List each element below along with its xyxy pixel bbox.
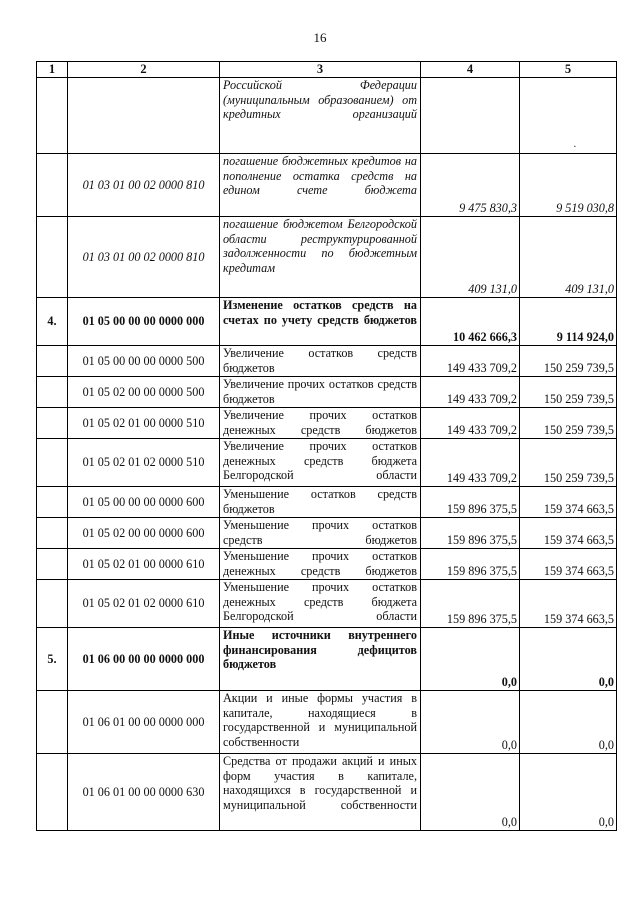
- row-code: 01 03 01 00 02 0000 810: [68, 154, 220, 217]
- row-number: [37, 217, 68, 298]
- header-col-2: 2: [68, 62, 220, 78]
- row-name: погашение бюджетом Белгородской области реструктурированной задолженности по бюджетным кредитам: [220, 217, 421, 298]
- row-name: Российской Федерации (муниципальным образованием) от кредитных организаций: [220, 78, 421, 154]
- tick-mark: ·: [573, 142, 576, 153]
- row-number: [37, 346, 68, 377]
- row-value-col5: 159 374 663,5: [520, 580, 617, 628]
- table-row: [37, 154, 617, 217]
- row-value-col5: 150 259 739,5: [520, 439, 617, 487]
- header-col-5: 5: [520, 62, 617, 78]
- row-code: 01 05 02 01 02 0000 510: [68, 439, 220, 487]
- row-name: Акции и иные формы участия в капитале, находящиеся в государственной и муниципальной собственности: [220, 691, 421, 754]
- row-number: [37, 439, 68, 487]
- row-name: Уменьшение прочих остатков денежных средств бюджетов: [220, 549, 421, 580]
- row-value-col5: 159 374 663,5: [520, 518, 617, 549]
- row-name: Уменьшение прочих остатков денежных средств бюджета Белгородской области: [220, 580, 421, 628]
- table-row: [37, 691, 617, 754]
- table-row: [37, 487, 617, 518]
- row-value-col4: 10 462 666,3: [421, 298, 520, 346]
- row-value-col4: 159 896 375,5: [421, 487, 520, 518]
- row-value-col5: 0,0: [520, 691, 617, 754]
- row-number: 4.: [37, 298, 68, 346]
- row-value-col4: [421, 78, 520, 154]
- row-value-col5: 159 374 663,5: [520, 487, 617, 518]
- header-row: [37, 62, 617, 78]
- row-value-col4: 9 475 830,3: [421, 154, 520, 217]
- row-value-col5: 150 259 739,5: [520, 377, 617, 408]
- row-name: Увеличение прочих остатков средств бюджетов: [220, 377, 421, 408]
- page-number: 16: [313, 30, 327, 45]
- row-code: 01 05 02 01 02 0000 610: [68, 580, 220, 628]
- sources-table: [36, 61, 617, 831]
- row-number: [37, 408, 68, 439]
- row-code: 01 03 01 00 02 0000 810: [68, 217, 220, 298]
- row-number: [37, 487, 68, 518]
- table-row: [37, 298, 617, 346]
- row-number: 5.: [37, 628, 68, 691]
- row-value-col4: 149 433 709,2: [421, 346, 520, 377]
- row-value-col4: 149 433 709,2: [421, 408, 520, 439]
- table-body: [37, 78, 617, 831]
- header-col-4: 4: [421, 62, 520, 78]
- row-value-col5: 0,0: [520, 628, 617, 691]
- row-value-col4: 0,0: [421, 691, 520, 754]
- table-row: [37, 439, 617, 487]
- table-row: [37, 78, 617, 154]
- row-code: 01 05 00 00 00 0000 000: [68, 298, 220, 346]
- table-row: [37, 408, 617, 439]
- row-value-col4: 0,0: [421, 628, 520, 691]
- row-value-col4: 159 896 375,5: [421, 580, 520, 628]
- row-value-col4: 0,0: [421, 754, 520, 831]
- row-value-col5: 409 131,0: [520, 217, 617, 298]
- table-row: [37, 346, 617, 377]
- row-value-col5: 150 259 739,5: [520, 346, 617, 377]
- row-value-col4: 149 433 709,2: [421, 439, 520, 487]
- table-row: [37, 217, 617, 298]
- row-code: [68, 78, 220, 154]
- row-value-col4: 149 433 709,2: [421, 377, 520, 408]
- row-value-col5: 150 259 739,5: [520, 408, 617, 439]
- row-name: погашение бюджетных кредитов на пополнение остатка средств на едином счете бюджета: [220, 154, 421, 217]
- row-value-col5: 9 114 924,0: [520, 298, 617, 346]
- row-number: [37, 580, 68, 628]
- row-number: [37, 691, 68, 754]
- row-code: 01 05 02 01 00 0000 510: [68, 408, 220, 439]
- row-number: [37, 754, 68, 831]
- table-row: [37, 518, 617, 549]
- row-value-col5: 0,0: [520, 754, 617, 831]
- row-value-col5: [520, 78, 617, 154]
- header-col-1: 1: [37, 62, 68, 78]
- row-number: [37, 154, 68, 217]
- row-number: [37, 377, 68, 408]
- row-code: 01 06 01 00 00 0000 000: [68, 691, 220, 754]
- row-name: Иные источники внутреннего финансирования дефицитов бюджетов: [220, 628, 421, 691]
- row-name: Уменьшение прочих остатков средств бюджетов: [220, 518, 421, 549]
- row-code: 01 05 00 00 00 0000 500: [68, 346, 220, 377]
- row-code: 01 05 02 00 00 0000 500: [68, 377, 220, 408]
- row-name: Увеличение прочих остатков денежных средств бюджетов: [220, 408, 421, 439]
- row-name: Увеличение прочих остатков денежных средств бюджета Белгородской области: [220, 439, 421, 487]
- table-row: [37, 580, 617, 628]
- table-row: [37, 628, 617, 691]
- row-name: Изменение остатков средств на счетах по учету средств бюджетов: [220, 298, 421, 346]
- row-name: Уменьшение остатков средств бюджетов: [220, 487, 421, 518]
- row-value-col5: 159 374 663,5: [520, 549, 617, 580]
- row-value-col5: 9 519 030,8: [520, 154, 617, 217]
- row-value-col4: 159 896 375,5: [421, 518, 520, 549]
- row-code: 01 06 00 00 00 0000 000: [68, 628, 220, 691]
- table-row: [37, 754, 617, 831]
- row-code: 01 05 02 00 00 0000 600: [68, 518, 220, 549]
- table-row: [37, 377, 617, 408]
- row-number: [37, 78, 68, 154]
- row-name: Увеличение остатков средств бюджетов: [220, 346, 421, 377]
- header-col-3: 3: [220, 62, 421, 78]
- row-value-col4: 159 896 375,5: [421, 549, 520, 580]
- row-code: 01 06 01 00 00 0000 630: [68, 754, 220, 831]
- row-code: 01 05 02 01 00 0000 610: [68, 549, 220, 580]
- row-value-col4: 409 131,0: [421, 217, 520, 298]
- row-name: Средства от продажи акций и иных форм участия в капитале, находящихся в государственной и муниципальной собственности: [220, 754, 421, 831]
- row-code: 01 05 00 00 00 0000 600: [68, 487, 220, 518]
- row-number: [37, 549, 68, 580]
- table-row: [37, 549, 617, 580]
- row-number: [37, 518, 68, 549]
